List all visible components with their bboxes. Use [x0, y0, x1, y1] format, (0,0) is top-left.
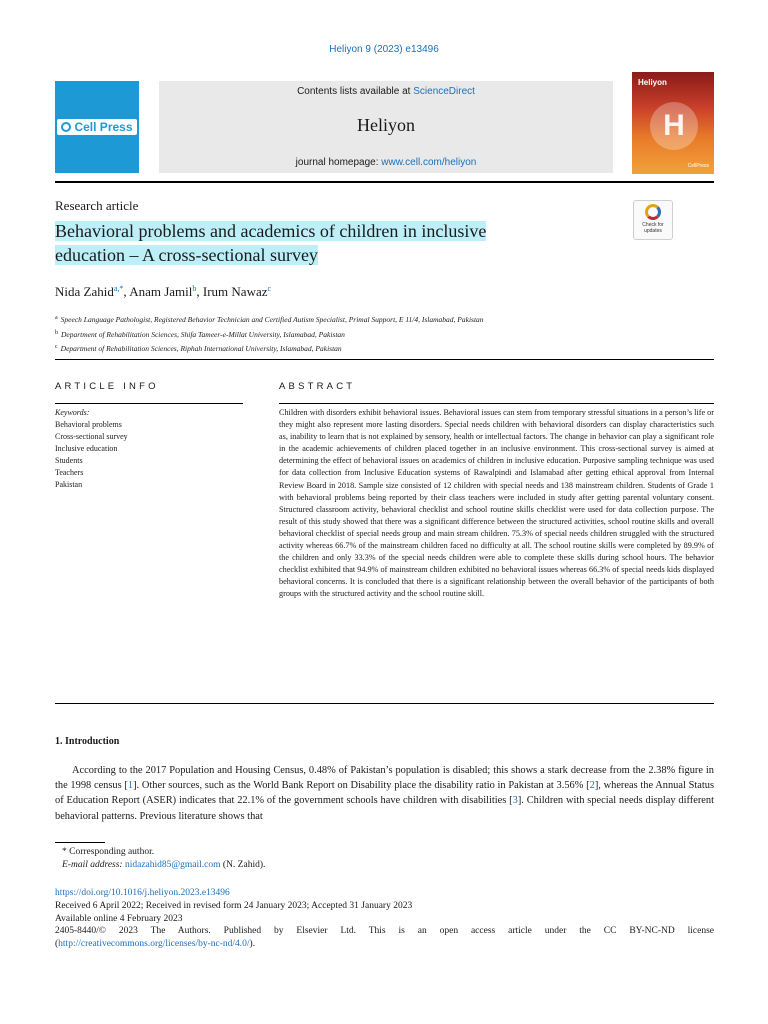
affiliation-item — [55, 327, 484, 342]
header-divider — [55, 181, 714, 183]
affiliation-text: Department of Rehabilitation Sciences, Riphah International University, Islamabad, Pakistan — [60, 344, 342, 353]
check-for-updates-icon — [645, 204, 661, 220]
keyword-item: Behavioral problems — [55, 420, 122, 429]
license-link-line: (http://creativecommons.org/licenses/by-nc-nd/4.0/). — [55, 939, 256, 950]
email-link[interactable]: nidazahid85@gmail.com — [124, 860, 221, 870]
cover-logo-icon: H — [650, 102, 698, 150]
affiliation-text: Department of Rehabilitation Sciences, Shifa Tameer-e-Millat University, Islamabad, Pakistan — [61, 329, 345, 339]
check-for-updates-label: Check for updates — [642, 222, 664, 234]
contents-line: Contents lists available at ScienceDirect — [297, 86, 475, 97]
introduction-paragraph: According to the 2017 Population and Housing Census, 0.48% of Pakistan’s population is disabled; this shows a stark decrease from the 2.38% figure in the 1998 census [1]. Other sources, such as the World Bank Report on Disability place the disability ratio in Pakistan at 3.56% [2], whereas the Annual Status of Education Report (ASER) indicates that 22.1% of the government schools have children with disabilities [3]. Children with special needs display different behavioral patterns. Previous literature shows that — [55, 765, 714, 822]
homepage-link[interactable]: www.cell.com/heliyon — [381, 157, 477, 168]
footnote-divider — [55, 842, 105, 843]
journal-cover-image — [632, 72, 714, 174]
keyword-item: Cross-sectional survey — [55, 432, 128, 441]
author-separator: , — [123, 284, 130, 299]
author-affiliation-mark[interactable]: b — [192, 284, 197, 293]
keyword-item: Inclusive education — [55, 444, 118, 453]
keyword-item: Students — [55, 456, 83, 465]
article-type: Research article — [55, 198, 139, 213]
affiliation-mark: a — [55, 315, 58, 321]
article-info-heading: ARTICLE INFO — [55, 381, 159, 392]
cellpress-logo — [55, 81, 139, 173]
journal-reference-link[interactable]: Heliyon 9 (2023) e13496 — [329, 44, 439, 55]
affiliations — [55, 312, 484, 356]
article-footer — [55, 887, 714, 951]
keywords-label: Keywords: — [55, 408, 90, 417]
keyword-item: Pakistan — [55, 480, 83, 489]
affiliation-text: Speech Language Pathologist, Registered Behavior Technician and Certified Autism Specialist, Primal Support, E 11/4, Islamabad, Pakistan — [60, 315, 484, 324]
license-link[interactable]: http://creativecommons.org/licenses/by-nc-nd/4.0/ — [58, 939, 250, 950]
available-online: Available online 4 February 2023 — [55, 913, 183, 924]
cover-title: Heliyon — [638, 78, 667, 87]
keywords-list — [55, 407, 128, 491]
author-separator: , — [196, 284, 203, 299]
sciencedirect-link[interactable]: ScienceDirect — [413, 86, 475, 97]
journal-name: Heliyon — [357, 115, 415, 135]
homepage-line: journal homepage: www.cell.com/heliyon — [295, 157, 477, 168]
article-title-line2: education – A cross-sectional survey — [55, 245, 318, 265]
footnote — [62, 846, 265, 872]
check-for-updates-button[interactable] — [633, 200, 673, 240]
affiliation-mark: c — [55, 344, 58, 350]
article-info-divider — [55, 403, 243, 404]
affiliation-item — [55, 312, 484, 327]
author-name: Nida Zahid — [55, 284, 114, 299]
title-divider — [55, 359, 714, 360]
abstract-end-divider — [55, 703, 714, 704]
cover-badge: CellPress — [687, 163, 709, 169]
keyword-item: Teachers — [55, 468, 84, 477]
abstract-divider — [279, 403, 714, 404]
received-dates: Received 6 April 2022; Received in revised form 24 January 2023; Accepted 31 January 2023 — [55, 900, 413, 911]
email-line: E-mail address: nidazahid85@gmail.com (N. Zahid). — [62, 860, 266, 870]
article-title — [55, 219, 563, 267]
doi-link[interactable]: https://doi.org/10.1016/j.heliyon.2023.e13496 — [55, 888, 230, 898]
corresponding-author-note: * Corresponding author. — [62, 847, 155, 857]
author-list — [55, 284, 271, 300]
citation-link-1[interactable]: 1 — [127, 780, 134, 792]
affiliation-mark: b — [55, 329, 58, 336]
article-title-line1: Behavioral problems and academics of children in inclusive — [55, 221, 487, 241]
author-affiliation-mark[interactable]: a,* — [113, 284, 124, 293]
affiliation-item — [55, 341, 484, 356]
introduction-heading: 1. Introduction — [55, 736, 120, 747]
author-affiliation-mark[interactable]: c — [267, 284, 272, 293]
abstract-text: Children with disorders exhibit behavioral issues. Behavioral issues can stem from temporary stressful situations in a person’s life or they might also represent more lasting disorders. Special needs children with behavioral disorders can display characteristics such as, inability to learn that is not explained by sensory, health or intellectual factors. The change in behavior can play a significant role in the academic achievements of children placed together in an inclusive environment. This cross-sectional survey is aimed at determining the effect of behavioral issues on academics of children in inclusive education. Purposive sampling technique was used for data collection from Inclusive Education systems of Rawalpindi and Islamabad after getting ethical approval from Internal Review Board in 2018. Sample size consisted of 12 children with special needs and 138 mainstream children. Students of Grade 1 with behavioral problems being reported by their class teachers were included in study after getting parental voluntary consent. Structured classroom activity, behavioral checklist and school routine skills checklist were used for data collection purpose. The result of this study showed that there was a significant difference between the structured activities, school routine skills and overall behavioral checklist of special needs group and main stream children. 75.3% of special needs children struggled with the structured activity whereas 66.7% of the mainstream children faced no difficulty at all. The school routine skills were completed by 89.9% of the children and only 33.3% of the special needs children were able to complete these skills during school hours. The behavior checklist exhibited that 94.9% of mainstream children exhibited no behavioral issues whereas 66.3% of special needs kids displayed behavioral concerns. It is concluded that there is a significant relationship between the overall behavior of the participants of both groups with the structured activity and the school routine skill. — [279, 408, 714, 599]
citation-link-2[interactable]: 2 — [589, 780, 595, 792]
license-text: 2405-8440/© 2023 The Authors. Published by Elsevier Ltd. This is an open access article under the CC BY-NC-ND license — [55, 926, 714, 937]
author-name: Irum Nawaz — [202, 284, 268, 299]
abstract-heading: ABSTRACT — [279, 381, 356, 392]
cellpress-logo-icon — [61, 122, 71, 132]
cellpress-logo-text: Cell Press — [74, 120, 133, 134]
journal-header-box — [159, 81, 613, 173]
author-name: Anam Jamil — [129, 284, 193, 299]
citation-link-3[interactable]: 3 — [512, 795, 518, 807]
